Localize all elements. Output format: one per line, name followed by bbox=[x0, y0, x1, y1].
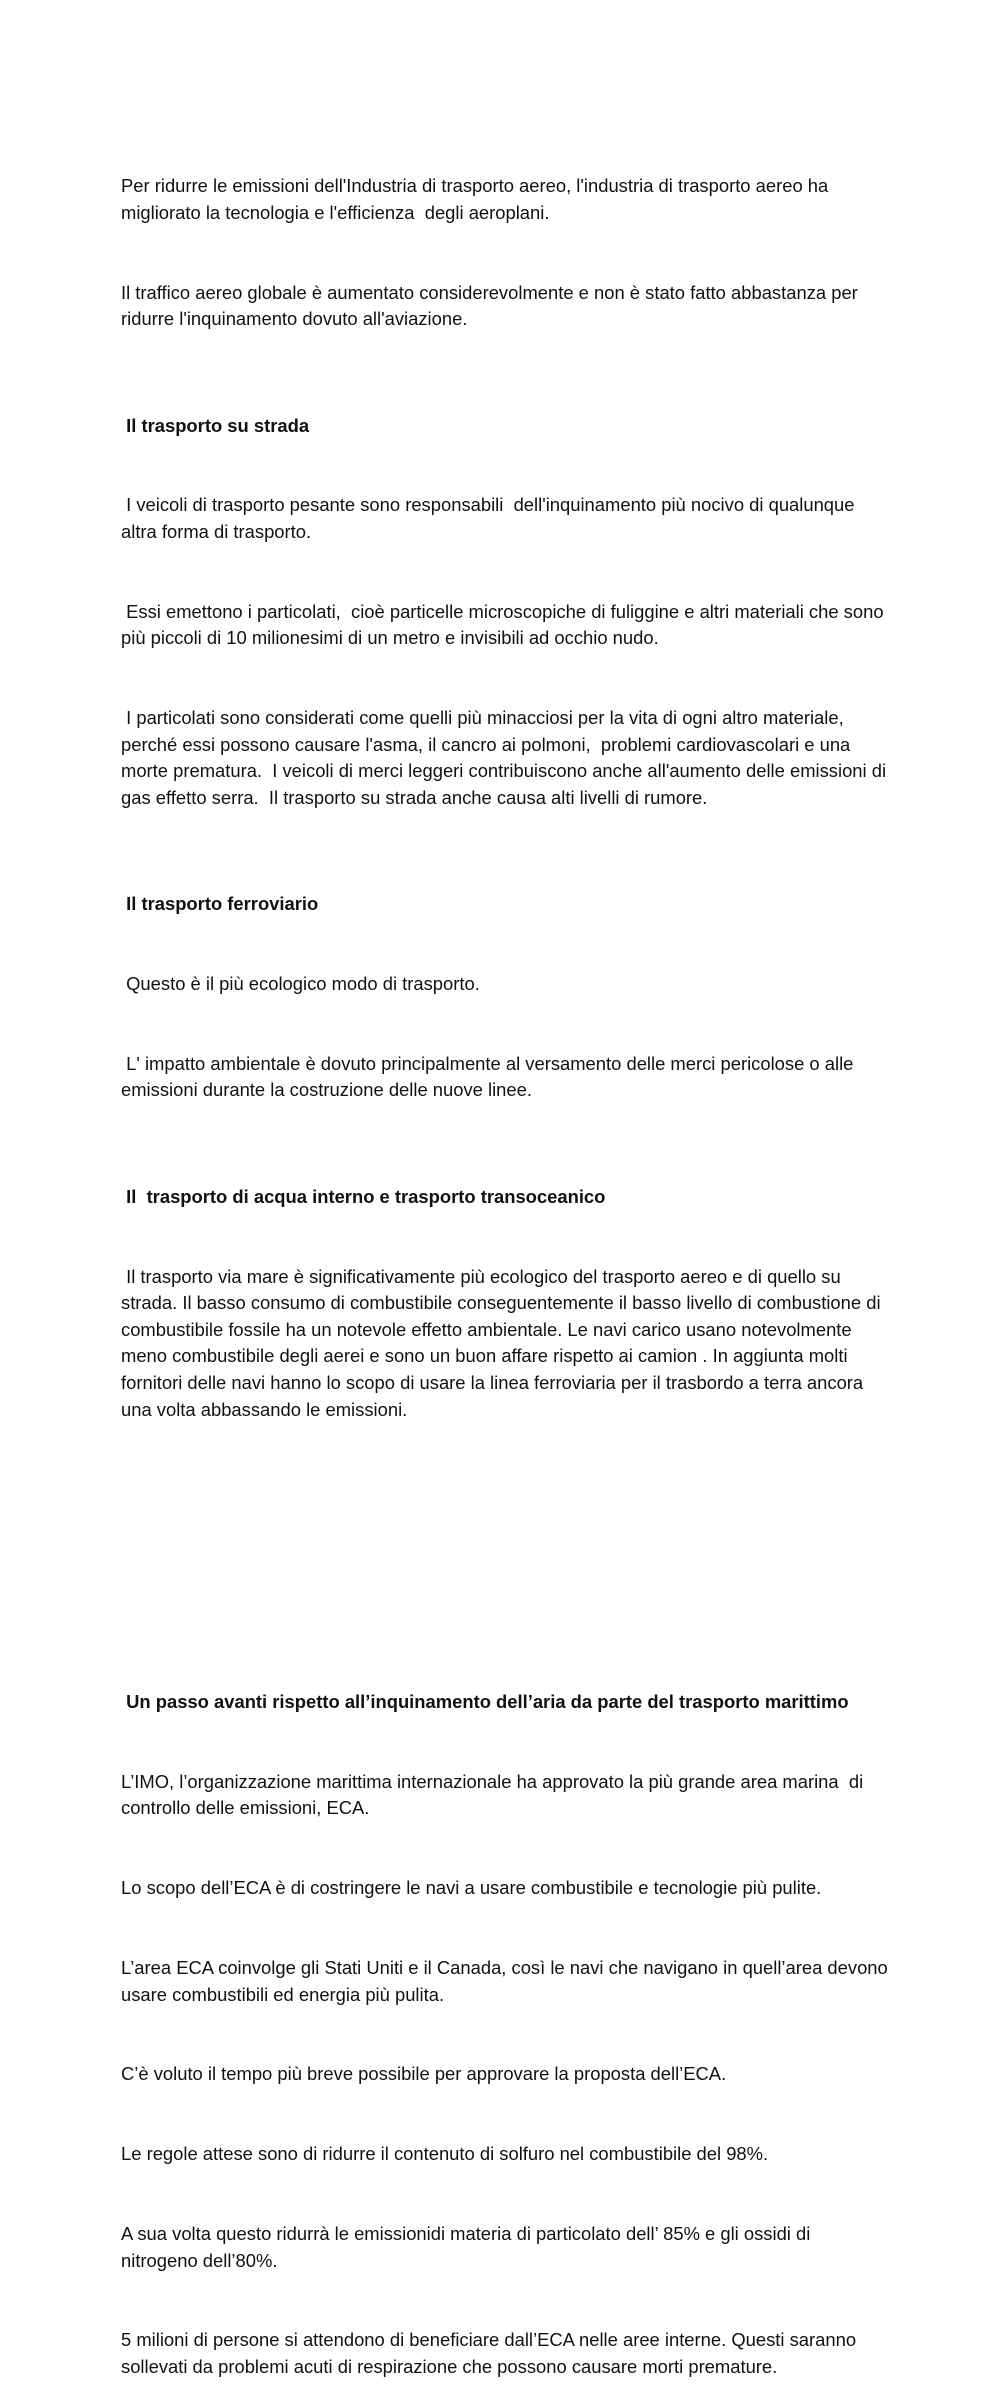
section-heading: Il trasporto su strada bbox=[121, 414, 310, 436]
paragraph: I particolati sono considerati come quelli più minacciosi per la vita di ogni altro materiale, perché essi possono causare l'asma, il cancro ai polmoni, problemi cardiovascolari e una morte prematura. I veicoli di merci leggeri contribuiscono anche all'aumento delle emissioni di gas effetto serra. Il trasporto su strada anche causa alti livelli di rumore. bbox=[121, 707, 892, 808]
paragraph: Il trasporto via mare è significativamente più ecologico del trasporto aereo e di quello su strada. Il basso consumo di combustibile conseguentemente il basso livello di combustione di combustibile fossile ha un notevole effetto ambientale. Le navi carico usano notevolmente meno combustibile degli aerei e sono un buon affare rispetto ai camion . In aggiunta molti fornitori delle navi hanno lo scopo di usare la linea ferroviaria per il trasbordo a terra ancora una volta abbassando le emissioni. bbox=[121, 1265, 886, 1420]
paragraph: A sua volta questo ridurrà le emissionidi materia di particolato dell’ 85% e gli ossidi di nitrogeno dell’80%. bbox=[121, 2222, 816, 2271]
paragraph: Per ridurre le emissioni dell'Industria di trasporto aereo, l'industria di trasporto aereo ha migliorato la tecnologia e l'efficienza degli aeroplani. bbox=[121, 175, 834, 223]
paragraph: Lo scopo dell’ECA è di costringere le navi a usare combustibile e tecnologie più pulite. bbox=[121, 1877, 822, 1899]
paragraph: Il traffico aereo globale è aumentato considerevolmente e non è stato fatto abbastanza per ridurre l'inquinamento dovuto all'aviazione. bbox=[121, 281, 863, 330]
document-body bbox=[121, 120, 891, 2407]
blank-space bbox=[121, 1503, 891, 1609]
paragraph: Le regole attese sono di ridurre il contenuto di solfuro nel combustibile del 98%. bbox=[121, 2143, 769, 2165]
paragraph: C’è voluto il tempo più breve possibile per approvare la proposta dell’ECA. bbox=[121, 2063, 727, 2085]
paragraph: Questo è il più ecologico modo di trasporto. bbox=[121, 973, 480, 994]
paragraph: L' impatto ambientale è dovuto principalmente al versamento delle merci pericolose o alle emissioni durante la costruzione delle nuove linee. bbox=[121, 1052, 859, 1101]
section-heading: Un passo avanti rispetto all’inquinamento dell’aria da parte del trasporto marittimo bbox=[121, 1691, 849, 1713]
paragraph: I veicoli di trasporto pesante sono responsabili dell'inquinamento più nocivo di qualunque altra forma di trasporto. bbox=[121, 494, 860, 542]
paragraph: L’IMO, l’organizzazione marittima internazionale ha approvato la più grande area marina di controllo delle emissioni, ECA. bbox=[121, 1770, 869, 1819]
section-heading: Il trasporto di acqua interno e trasporto transoceanico bbox=[121, 1185, 606, 1207]
paragraph: 5 milioni di persone si attendono di beneficiare dall’ECA nelle aree interne. Questi saranno sollevati da problemi acuti di respirazione che possono causare morti premature. bbox=[121, 2329, 862, 2377]
paragraph: Essi emettono i particolati, cioè particelle microscopiche di fuliggine e altri materiali che sono più piccoli di 10 milionesimi di un metro e invisibili ad occhio nudo. bbox=[121, 600, 889, 649]
section-heading: Il trasporto ferroviario bbox=[121, 893, 319, 915]
paragraph: L’area ECA coinvolge gli Stati Uniti e il Canada, così le navi che navigano in quell’area devono usare combustibili ed energia più pulita. bbox=[121, 1956, 893, 2005]
